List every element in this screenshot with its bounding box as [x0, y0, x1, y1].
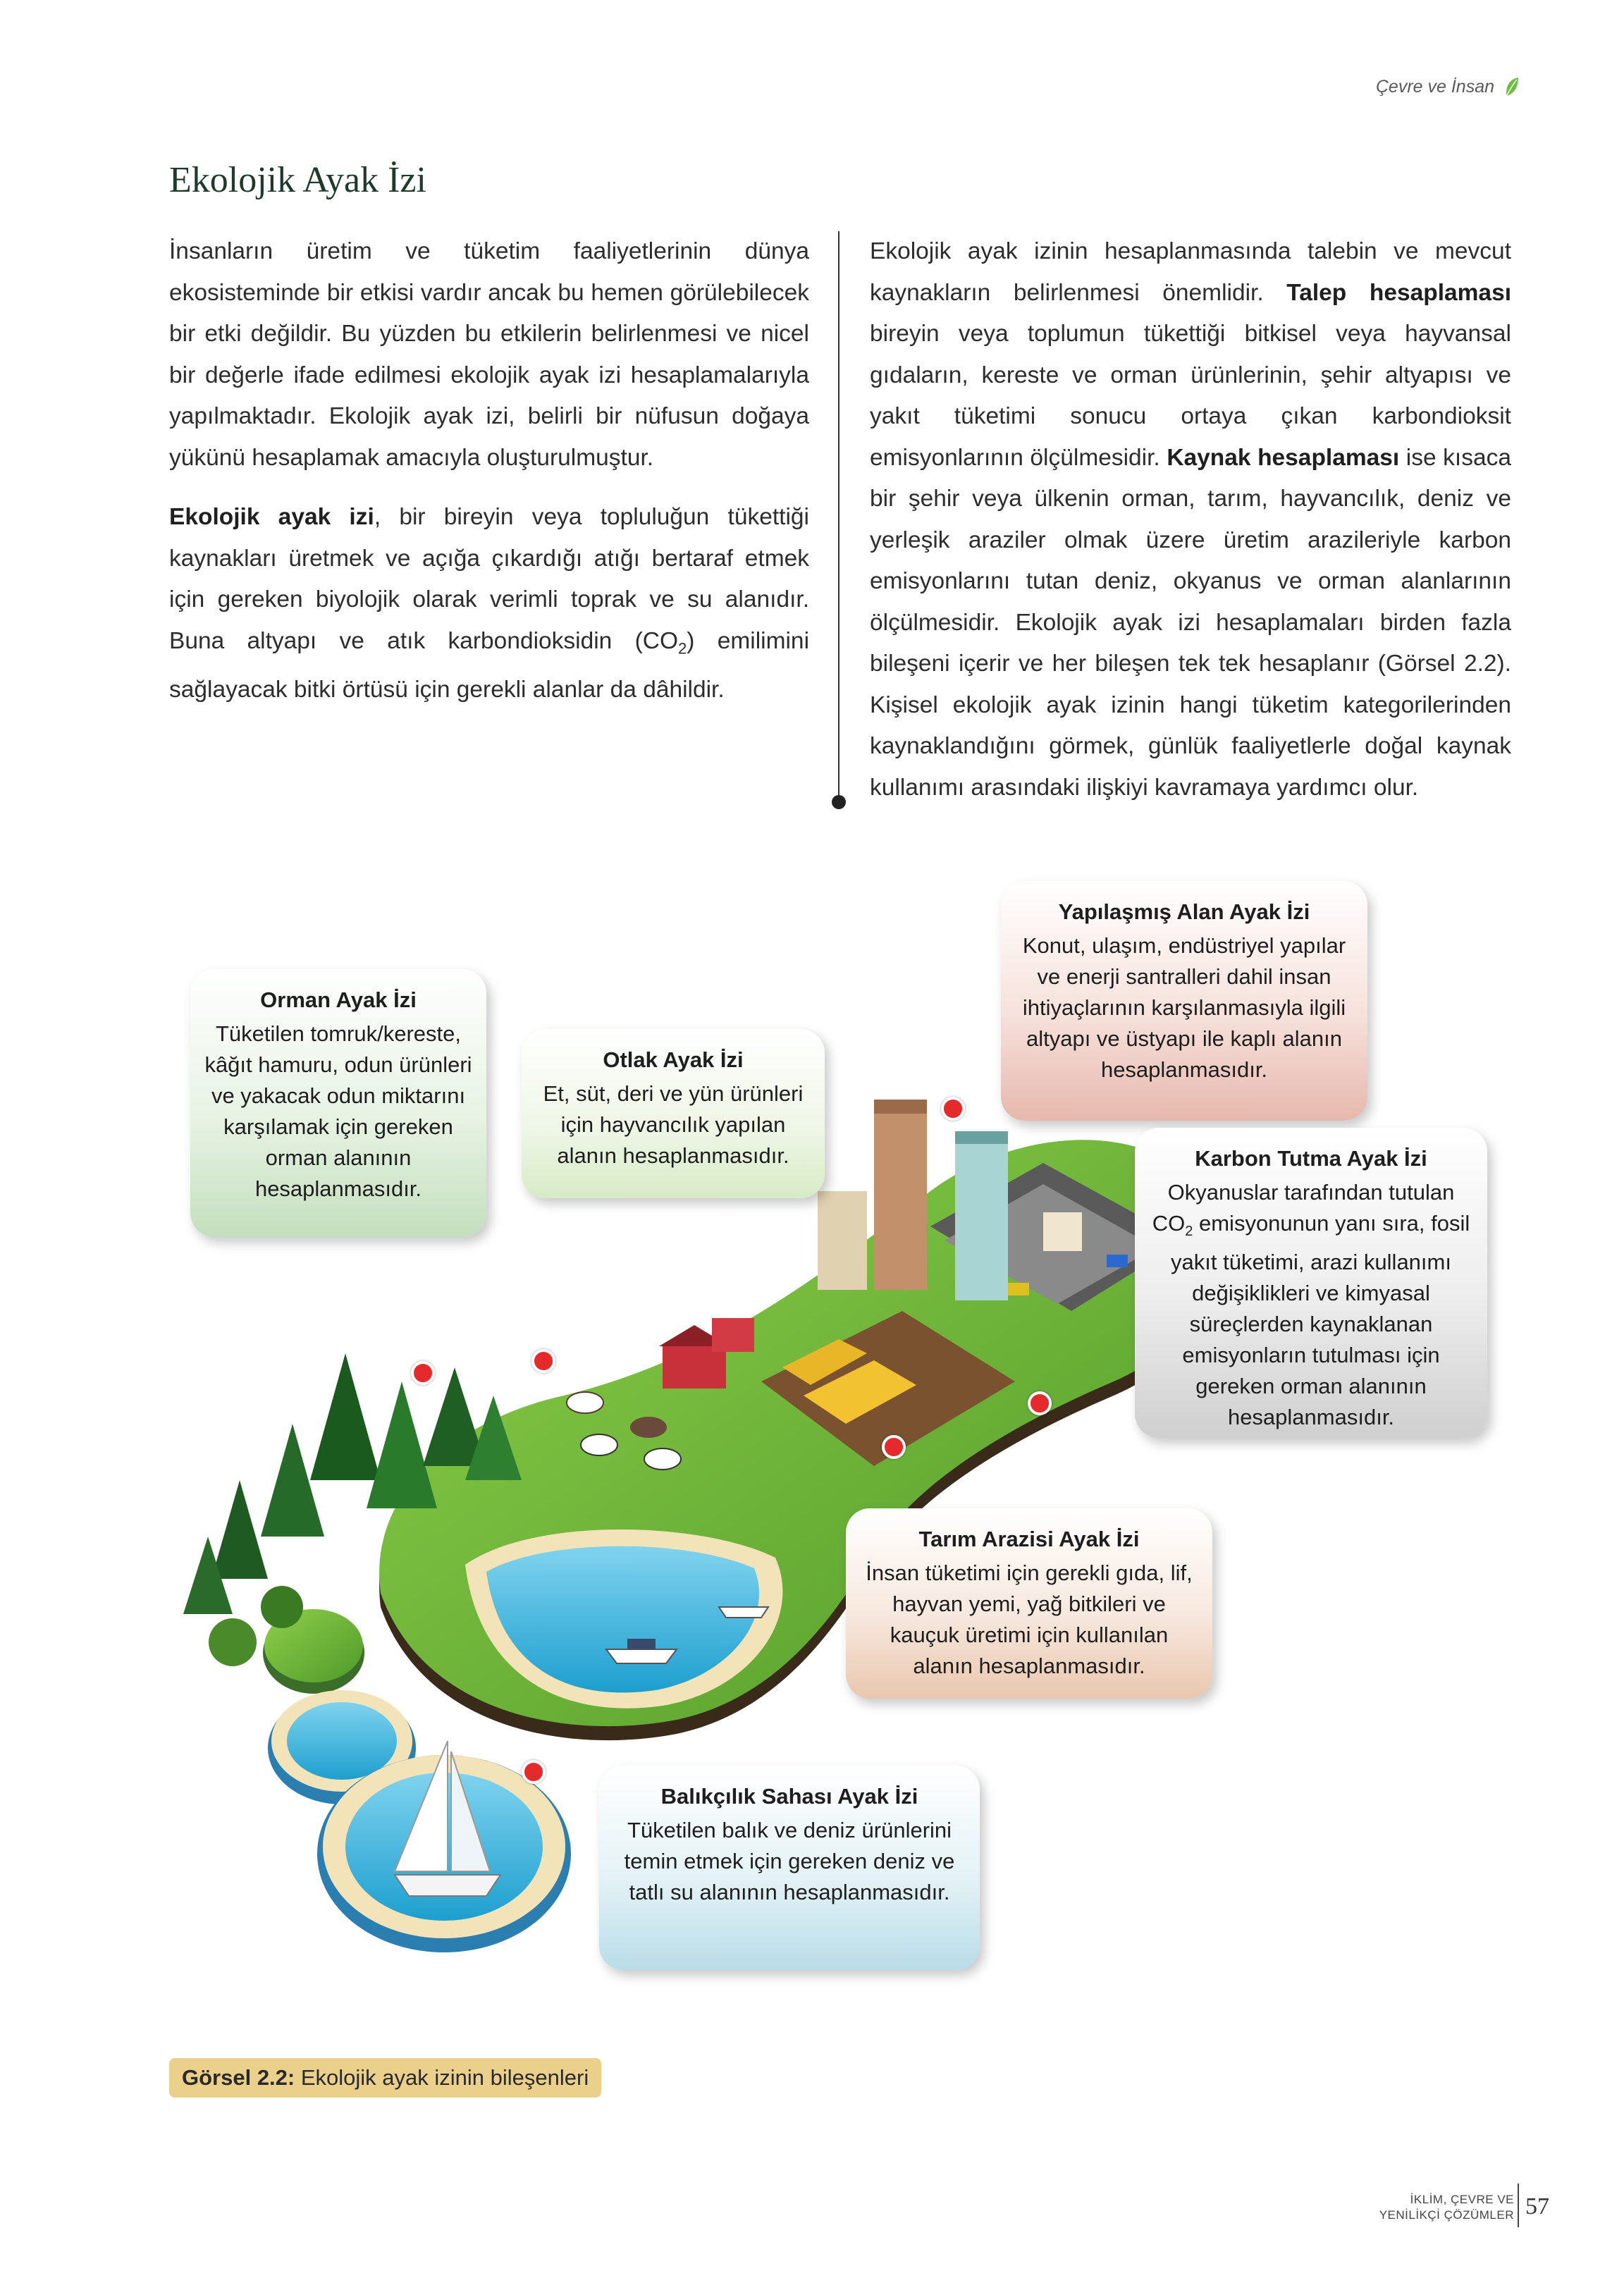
column-divider [838, 231, 839, 802]
tarim-title: Tarım Arazisi Ayak İzi [918, 1527, 1140, 1551]
karbon-bubble [1135, 1128, 1487, 1438]
footer-book-title [1379, 2192, 1514, 2223]
karbon-co2-subscript: 2 [1185, 1224, 1193, 1240]
running-header-title: Çevre ve İnsan [1375, 76, 1494, 97]
balik-text: Tüketilen balık ve deniz ürünlerini temin etmek için gereken deniz ve tatlı su alanının hesaplanmasıdır. [624, 1818, 955, 1904]
footer-divider [1518, 2184, 1519, 2227]
orman-bubble [190, 969, 486, 1237]
yapi-bubble [1001, 881, 1367, 1121]
balik-title: Balıkçılık Sahası Ayak İzi [660, 1784, 918, 1809]
term-ekolojik-ayak-izi: Ekolojik ayak izi [169, 504, 374, 530]
yapi-title: Yapılaşmış Alan Ayak İzi [1058, 899, 1310, 924]
balik-bubble [599, 1766, 980, 1970]
caption-label: Görsel 2.2: [182, 2065, 295, 2090]
term-talep-hesaplamasi: Talep hesaplaması [1286, 279, 1512, 306]
paragraph-calculation [870, 231, 1511, 808]
otlak-bubble [522, 1029, 825, 1198]
karbon-text-b: emisyonunun yanı sıra, fosil yakıt tüketimi, arazi kullanımı değişiklikleri ve kimyasal süreçlerden kaynaklanan emisyonların tutulması için gereken orman alanının hesaplanmasıdır. [1171, 1211, 1470, 1430]
page-title: Ekolojik Ayak İzi [169, 160, 426, 200]
orman-title: Orman Ayak İzi [260, 987, 417, 1012]
otlak-title: Otlak Ayak İzi [603, 1047, 744, 1072]
figure-caption [169, 2058, 601, 2098]
karbon-text-a: Okyanuslar tarafından tutulan CO [1152, 1180, 1455, 1236]
left-column [169, 231, 809, 710]
tarim-pin [882, 1435, 906, 1459]
tarim-text: İnsan tüketimi için gerekli gıda, lif, hayvan yemi, yağ bitkileri ve kauçuk üretimi için kullanılan alanın hesaplanmasıdır. [866, 1560, 1193, 1678]
term-kaynak-hesaplamasi: Kaynak hesaplaması [1167, 444, 1400, 471]
karbon-pin [1028, 1391, 1052, 1415]
yapi-text: Konut, ulaşım, endüstriyel yapılar ve enerji santralleri dahil insan ihtiyaçlarının karşılanmasıyla ilgili altyapı ve üstyapı ile kaplı alanın hesaplanmasıdır. [1022, 933, 1346, 1082]
yapi-pin [941, 1097, 965, 1121]
orman-pin [411, 1361, 435, 1385]
otlak-pin [531, 1349, 555, 1373]
calc-text-1: Ekolojik ayak izinin hesaplanmasında talebin ve mevcut kaynakların belirlenmesi önemlidir. [870, 238, 1511, 306]
right-column [870, 231, 1511, 808]
footer-line-2: YENİLİKÇİ ÇÖZÜMLER [1379, 2208, 1514, 2222]
tarim-bubble [846, 1508, 1212, 1699]
page-number: 57 [1525, 2193, 1549, 2220]
calc-text-3: ise kısaca bir şehir veya ülkenin orman, tarım, hayvancılık, deniz ve yerleşik araziler olmak üzere üretim arazileriyle karbon emisyonlarını tutan deniz, okyanus ve orman alanlarının ölçülmesidir. Ekolojik ayak izi hesaplamaları birden fazla bileşeni içerir ve her bileşen tek tek hesaplanır (Görsel 2.2). Kişisel ekolojik ayak izinin hangi tüketim kategorilerinden kaynaklandığını görmek, günlük faaliyetlerle doğal kaynak kullanımı arasındaki ilişkiyi kavramaya yardımcı olur. [870, 444, 1511, 801]
co2-subscript: 2 [678, 639, 687, 658]
calc-text-2: bireyin veya toplumun tükettiği bitkisel veya hayvansal gıdaların, kereste ve orman ürünlerinin, şehir altyapısı ve yakıt tüketimi sonucu ortaya çıkan karbondioksit emisyonlarının ölçülmesidir. [870, 321, 1511, 471]
paragraph-intro: İnsanların üretim ve tüketim faaliyetlerinin dünya ekosisteminde bir etkisi vardır ancak bu hemen görülebilecek bir etki değildir. Bu yüzden bu etkilerin belirlenmesi ve nicel bir değerle ifade edilmesi ekolojik ayak izi hesaplamalarıyla yapılmaktadır. Ekolojik ayak izi, belirli bir nüfusun doğaya yükünü hesaplamak amacıyla oluşturulmuştur. [169, 238, 809, 471]
column-divider-dot [832, 795, 846, 809]
caption-text: Ekolojik ayak izinin bileşenleri [295, 2065, 589, 2090]
definition-text-b: ) emilimini sağlayacak bitki örtüsü için gerekli alanlar da dâhildir. [169, 627, 810, 703]
definition-text-a: , bir bireyin veya topluluğun tükettiği kaynakları üretmek ve açığa çıkardığı atığı bertaraf etmek için gereken biyolojik olarak verimli toprak ve su alanıdır. Buna altyapı ve atık karbondioksidin (CO [169, 504, 809, 654]
running-header [1376, 76, 1520, 97]
orman-text: Tüketilen tomruk/kereste, kâğıt hamuru, odun ürünleri ve yakacak odun miktarını karşılamak için gereken orman alanının hesaplanmasıdır. [204, 1021, 472, 1201]
footer-line-1: İKLİM, ÇEVRE VE [1410, 2193, 1514, 2206]
balik-pin [522, 1760, 546, 1784]
small-boat-icon [719, 1607, 768, 1618]
ecological-footprint-figure [169, 860, 1508, 2065]
leaf-icon [1504, 76, 1520, 97]
paragraph-definition [169, 497, 809, 710]
karbon-title: Karbon Tutma Ayak İzi [1195, 1146, 1427, 1171]
otlak-text: Et, süt, deri ve yün ürünleri için hayvancılık yapılan alanın hesaplanmasıdır. [543, 1081, 804, 1168]
